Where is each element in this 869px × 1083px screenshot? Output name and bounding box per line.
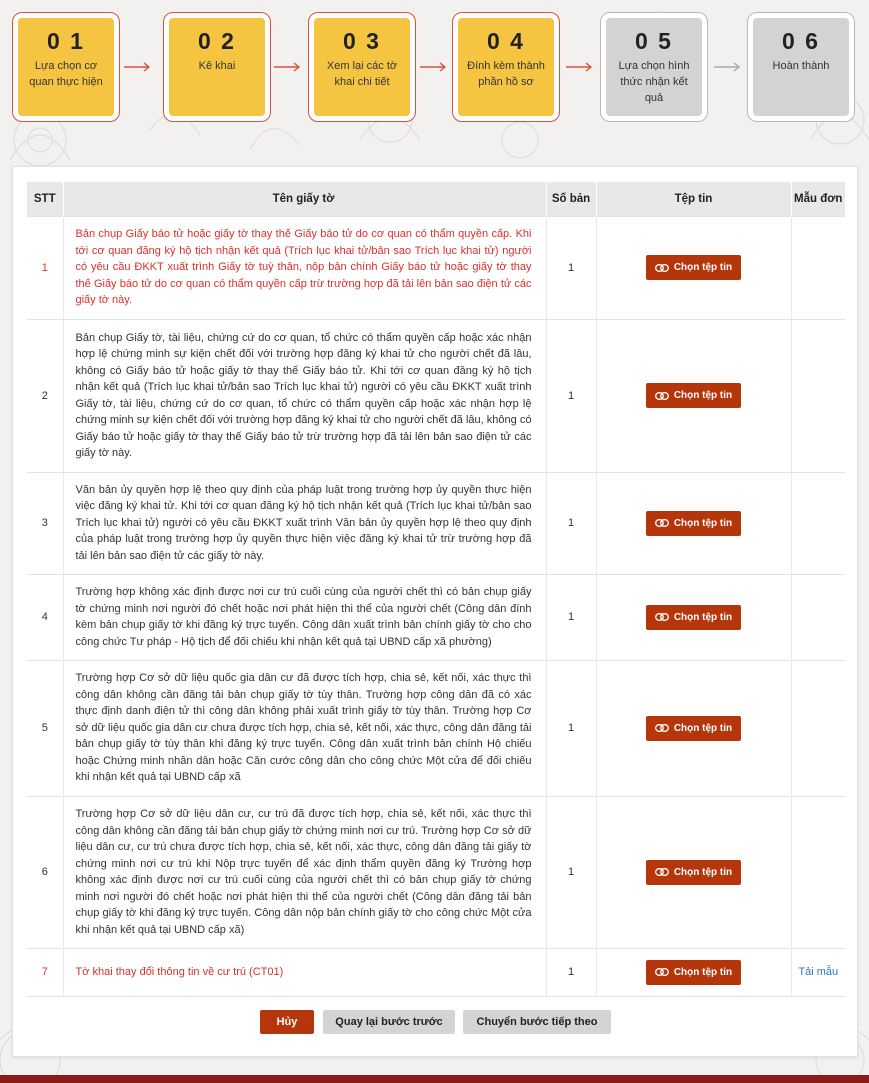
row-stt: 4 [27,574,63,660]
link-icon [655,724,669,732]
cancel-button[interactable]: Hủy [260,1010,314,1034]
step-3[interactable] [308,12,416,122]
step-6[interactable] [747,12,855,122]
choose-file-label: Chọn tệp tin [673,966,733,978]
row-stt: 7 [27,948,63,996]
row-count: 1 [546,319,596,472]
arrow-right-icon [124,62,152,72]
arrow-right-icon [420,62,448,72]
step-2[interactable] [163,12,271,122]
row-document-name: Bản chụp Giấy báo tử hoặc giấy tờ thay thế Giấy báo tử do cơ quan có thẩm quyền cấp. Khi tới cơ quan đăng ký hộ tịch nhận kết quả (Trích lục khai tử/bản sao Trích lục khai tử) người có yêu cầu ĐKKT xuất trình Giấy tờ tuỳ thân, nộp bản chính Giấy báo tử hoặc giấy tờ thay thế Giấy báo tử do cơ quan có thẩm quyền cấp trừ trường hợp đã tải lên bản sao điện tử các giấy tờ này. [63,216,546,319]
row-file-cell [596,660,791,796]
row-stt: 3 [27,472,63,574]
row-count: 1 [546,948,596,996]
table-row [27,660,845,796]
arrow-right-icon [714,62,742,72]
table-row [27,948,845,996]
next-step-button[interactable]: Chuyển bước tiếp theo [463,1010,611,1034]
choose-file-button[interactable] [646,605,741,630]
choose-file-button[interactable] [646,960,741,985]
step-1[interactable] [12,12,120,122]
step-5[interactable] [600,12,708,122]
step-label: Xem lại các tờ khai chi tiết [326,60,398,88]
row-form [791,574,845,660]
row-document-name: Trường hợp không xác định được nơi cư trú cuối cùng của người chết thì có bản chụp giấy tờ chứng minh nơi người đó chết hoặc nơi phát hiện thi thể của người chết (Công dân đính kèm bản chụp giấy tờ khi đăng ký trực tuyến. Công dân xuất trình bản chính giấy tờ cho cho công chức Tư pháp - Hộ tịch để đối chiếu khi nhận kết quả tại UBND cấp xã phường) [63,574,546,660]
row-form [791,216,845,319]
table-row [27,796,845,948]
row-document-name: Bản chụp Giấy tờ, tài liệu, chứng cứ do cơ quan, tổ chức có thẩm quyền cấp hoặc xác nhận hợp lệ chứng minh sự kiện chết đối với trường hợp đăng ký khai tử cho người chết đã lâu, không có Giấy báo tử hoặc giấy tờ thay thế Giấy báo tử. Khi tới cơ quan đăng ký hộ tịch nhận kết quả (Trích lục khai tử/bản sao Trích lục khai tử) người có yêu cầu ĐKKT xuất trình Giấy tờ, tài liệu, chứng cứ do cơ quan, tổ chức có thẩm quyền cấp hoặc xác nhận hợp lệ chứng minh sự kiện chết đối với trường hợp đăng ký khai tử cho người chết đã lâu, không có Giấy báo tử hoặc giấy tờ thay thế Giấy báo tử trừ trường hợp đã tải lên bản sao điện tử các giấy tờ này. [63,319,546,472]
choose-file-button[interactable] [646,383,741,408]
row-file-cell [596,319,791,472]
arrow-right-icon [566,62,594,72]
step-label: Lựa chọn cơ quan thực hiện [29,60,103,88]
step-label: Đính kèm thành phần hồ sơ [467,60,545,88]
link-icon [655,613,669,621]
row-file-cell [596,796,791,948]
link-icon [655,264,669,272]
choose-file-label: Chọn tệp tin [673,722,733,734]
table-header-row [27,182,845,216]
row-document-name: Tờ khai thay đổi thông tin về cư trú (CT01) [63,948,546,996]
header-name: Tên giấy tờ [63,182,546,216]
row-count: 1 [546,472,596,574]
choose-file-label: Chọn tệp tin [673,390,733,401]
row-form [791,796,845,948]
action-bar [13,1010,859,1036]
row-count: 1 [546,660,596,796]
row-document-name: Trường hợp Cơ sở dữ liệu quốc gia dân cư đã được tích hợp, chia sẻ, kết nối, xác thực thì công dân không cần đăng tải bản chụp giấy tờ tùy thân. Trường hợp công dân đã có xác thực định danh điện tử thì công dân không phải xuất trình giấy tờ tùy thân. Trường hợp Cơ sở dữ liệu quốc gia dân cư chưa được tích hợp, chia sẻ, kết nối, xác thực, công dân đăng tải bản chụp giấy tờ tùy thân khi đăng ký trực tuyến. Công dân xuất trình bản chính Hộ chiếu hoặc Chứng minh nhân dân hoặc Căn cước công dân cho công chức Một cửa để đối chiếu khi nhận kết quả tại UBND cấp xã [63,660,546,796]
step-number: 0 3 [343,28,381,54]
row-stt: 6 [27,796,63,948]
link-icon [655,392,669,400]
row-stt: 5 [27,660,63,796]
progress-steps [0,0,869,140]
choose-file-label: Chọn tệp tin [673,517,733,529]
row-form [791,319,845,472]
step-number: 0 5 [635,28,673,54]
choose-file-label: Chọn tệp tin [673,611,733,623]
step-number: 0 2 [198,28,236,54]
link-icon [655,868,669,876]
choose-file-button[interactable] [646,716,741,741]
row-form-cell [791,948,845,996]
row-count: 1 [546,574,596,660]
back-button[interactable]: Quay lại bước trước [323,1010,455,1034]
choose-file-label: Chọn tệp tin [673,866,733,878]
choose-file-label: Chọn tệp tin [673,262,733,273]
step-4[interactable] [452,12,560,122]
row-file-cell [596,472,791,574]
step-number: 0 4 [487,28,525,54]
choose-file-button[interactable] [646,511,741,536]
table-row [27,574,845,660]
row-stt: 2 [27,319,63,472]
row-document-name: Văn bản ủy quyền hợp lệ theo quy định của pháp luật trong trường hợp ủy quyền thực hiện việc đăng ký khai tử. Khi tới cơ quan đăng ký hộ tịch nhận kết quả (Trích lục khai tử/bản sao Trích lục khai tử) người có yêu cầu ĐKKT xuất trình Văn bản ủy quyền hợp lệ theo quy định của pháp luật trong trường hợp ủy quyền thực hiện việc đăng ký khai tử trừ trường hợp đã tải lên bản sao điện tử các giấy tờ này. [63,472,546,574]
row-file-cell [596,948,791,996]
link-icon [655,968,669,976]
row-stt: 1 [27,216,63,319]
row-file-cell [596,574,791,660]
footer-bar [0,1075,869,1083]
choose-file-button[interactable] [646,860,741,885]
documents-table [27,182,845,997]
header-file: Tệp tin [596,182,791,216]
header-stt: STT [27,182,63,216]
row-file-cell [596,216,791,319]
step-label: Kê khai [198,60,236,72]
step-label: Lựa chọn hình thức nhận kết quả [618,60,690,104]
table-row [27,216,845,319]
step-label: Hoàn thành [772,60,830,72]
row-count: 1 [546,216,596,319]
table-row [27,472,845,574]
link-icon [655,519,669,527]
table-row [27,319,845,472]
row-count: 1 [546,796,596,948]
arrow-right-icon [274,62,302,72]
documents-card [12,166,858,1057]
download-form-link[interactable]: Tải mẫu [798,966,839,978]
row-form [791,472,845,574]
choose-file-button[interactable] [646,255,741,280]
row-document-name: Trường hợp Cơ sở dữ liệu dân cư, cư trú đã được tích hợp, chia sẻ, kết nối, xác thực thì công dân không cần đăng tải bản chụp giấy tờ chứng minh nơi cư trú. Trường hợp Cơ sở dữ liệu dân cư, cư trú chưa được tích hợp, chia sẻ, kết nối, xác thực, công dân đăng tải giấy tờ chứng minh nơi cư trú khi Nộp trực tuyến để xác định thẩm quyền đăng ký Trường hợp không xác định được nơi cư trú cuối cùng của người chết thì có bản chụp giấy tờ chứng minh nơi người đó chết hoặc nơi phát hiện thi thể của người chết (Công dân đăng tải bản chụp giấy tờ khi đăng ký trực tuyến. Công dân nộp bản chính giấy tờ cho công chức Một cửa khi nhận kết quả tại UBND cấp xã) [63,796,546,948]
step-number: 0 6 [782,28,820,54]
header-count: Số bản [546,182,596,216]
step-number: 0 1 [47,28,85,54]
header-form: Mẫu đơn [794,192,843,205]
row-form [791,660,845,796]
